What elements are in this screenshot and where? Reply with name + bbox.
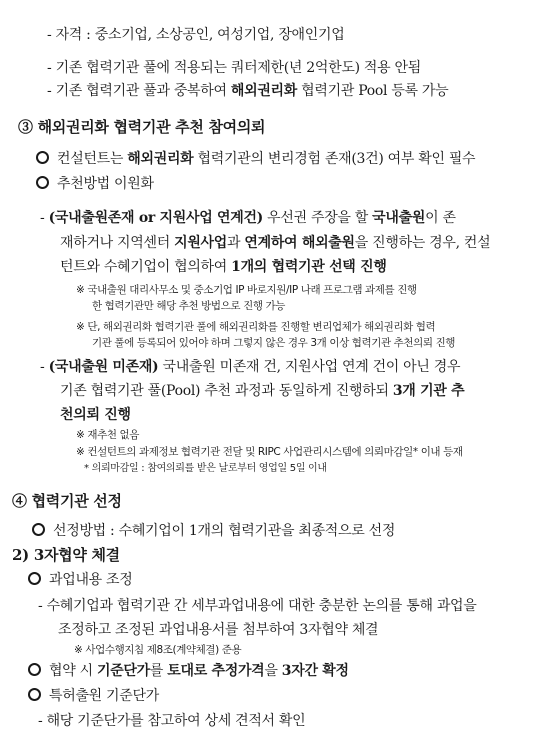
doc-line: 기존 협력기관 풀(Pool) 추천 과정과 동일하게 진행하되 3개 기관 추 (60, 383, 465, 399)
ring-bullet-icon (28, 688, 41, 701)
doc-line: - 기존 협력기관 풀에 적용되는 쿼터제한(년 2억한도) 적용 안됨 (47, 60, 421, 76)
section-heading: 2) 3자협약 체결 (12, 546, 120, 564)
doc-line: 재하거나 지역센터 지원사업과 연계하여 해외출원을 진행하는 경우, 컨설 (60, 235, 491, 251)
note-line: 한 협력기관만 해당 추천 방법으로 진행 가능 (92, 300, 285, 312)
bullet-item: 추천방법 이원화 (36, 175, 154, 193)
note-line: ※ 재추천 없음 (76, 429, 139, 441)
doc-line: - 자격 : 중소기업, 소상공인, 여성기업, 장애인기업 (47, 27, 345, 43)
doc-line: - (국내출원 미존재) 국내출원 미존재 건, 지원사업 연계 건이 아닌 경우 (40, 359, 461, 375)
footnote-line: * 의뢰마감일 : 참여의뢰를 받은 날로부터 영업일 5일 이내 (84, 463, 327, 474)
doc-line: 조정하고 조정된 과업내용서를 첨부하여 3자협약 체결 (58, 622, 379, 638)
note-line: ※ 사업수행지침 제8조(계약체결) 준용 (74, 644, 242, 656)
ring-bullet-icon (28, 572, 41, 585)
ring-bullet-icon (28, 663, 41, 676)
ring-bullet-icon (32, 523, 45, 536)
note-line: 기관 풀에 등록되어 있어야 하며 그렇지 않은 경우 3개 이상 협력기관 추천의뢰 진행 (92, 337, 456, 349)
ring-bullet-icon (36, 151, 49, 164)
bullet-item: 선정방법 : 수혜기업이 1개의 협력기관을 최종적으로 선정 (32, 522, 395, 540)
doc-line: - (국내출원존재 or 지원사업 연계건) 우선권 주장을 할 국내출원이 존 (40, 210, 456, 226)
doc-line: - 수혜기업과 협력기관 간 세부과업내용에 대한 충분한 논의를 통해 과업을 (38, 598, 477, 614)
doc-line: - 기존 협력기관 풀과 중복하여 해외권리화 협력기관 Pool 등록 가능 (47, 83, 449, 99)
note-line: ※ 국내출원 대리사무소 및 중소기업 IP 바로지원/IP 나래 프로그램 과제를 진행 (76, 284, 417, 296)
section-heading: ③ 해외권리화 협력기관 추천 참여의뢰 (18, 118, 266, 136)
doc-line: - 해당 기준단가를 참고하여 상세 견적서 확인 (38, 713, 306, 729)
doc-line: 턴트와 수혜기업이 협의하여 1개의 협력기관 선택 진행 (60, 259, 387, 275)
bullet-item: 컨설턴트는 해외권리화 협력기관의 변리경험 존재(3건) 여부 확인 필수 (36, 150, 475, 168)
bullet-item: 특허출원 기준단가 (28, 687, 159, 705)
section-heading: ④ 협력기관 선정 (12, 492, 122, 510)
note-line: ※ 단, 해외권리화 협력기관 풀에 해외권리화를 진행할 변리업체가 해외권리화 협력 (76, 321, 436, 333)
bullet-item: 과업내용 조정 (28, 571, 133, 589)
doc-line: 천의뢰 진행 (60, 407, 131, 423)
ring-bullet-icon (36, 176, 49, 189)
bullet-item: 협약 시 기준단가를 토대로 추정가격을 3자간 확정 (28, 662, 349, 680)
note-line: ※ 컨설턴트의 과제정보 협력기관 전달 및 RIPC 사업관리시스템에 의뢰마감일* 이내 등재 (76, 446, 463, 458)
